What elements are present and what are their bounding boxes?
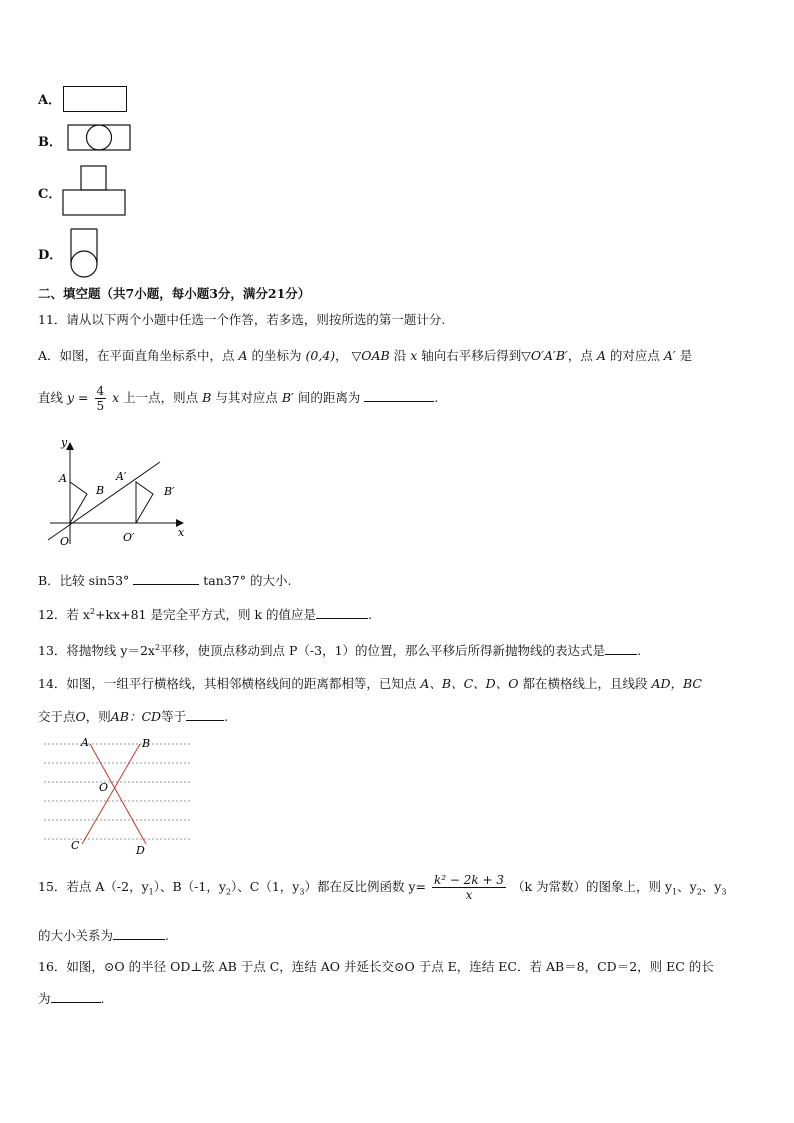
q16-line2: 为 . <box>38 991 105 1006</box>
q13: 13．将抛物线 $y=2x^2$平移，使顶点移动到点 P（-3，1）的位置，那么平移后所得新抛物线的表达式是 . <box>38 643 642 659</box>
label-a: A <box>81 736 89 749</box>
q11-coordinate-figure <box>40 432 200 552</box>
section-2-title: 二、填空题（共7小题，每小题3分，满分21分） <box>38 286 311 301</box>
option-d-figure <box>69 227 101 279</box>
answer-blank[interactable] <box>186 708 224 721</box>
answer-blank[interactable] <box>51 990 101 1003</box>
label-d: D <box>136 844 145 857</box>
segment-bc <box>82 744 140 844</box>
label-c: C <box>71 839 80 852</box>
answer-blank[interactable] <box>316 606 368 619</box>
label-b: B <box>142 737 151 750</box>
option-d-label: D． <box>38 248 63 263</box>
answer-blank[interactable] <box>364 389 434 402</box>
q15-line2: 的大小关系为 . <box>38 928 169 943</box>
q12: 12．若 $x^2+kx+81$ 是完全平方式，则 k 的值应是 . <box>38 607 372 623</box>
q11-intro: 11．请从以下两个小题中任选一个作答，若多选，则按所选的第一题计分. <box>38 312 446 327</box>
fraction-4-5: $\frac{4}{5}$ <box>96 384 105 413</box>
q16-line1: 16．如图，⊙O 的半径 OD⊥弦 AB 于点 C，连结 AO 并延长交⊙O 于点 E，连结 EC．若 AB＝8，CD＝2，则 EC 的长 <box>38 959 714 974</box>
label-o: O <box>99 781 109 794</box>
answer-blank[interactable] <box>133 572 199 585</box>
answer-blank[interactable] <box>113 927 165 940</box>
fraction-k: $\frac{\text{k² − 2k + 3}}{x}$ <box>433 873 504 902</box>
q14-parallel-lines-figure <box>38 734 198 858</box>
option-a-figure <box>63 86 127 112</box>
label-b1: B′ <box>164 485 175 498</box>
triangle-oab <box>70 482 87 523</box>
q14-line2: 交于点O，则AB：CD等于 . <box>38 709 229 724</box>
q11-a-line2: 直线 y = $\frac{4}{5}$ x 上一点，则点 B 与其对应点 B′ 间的距离为 . <box>38 384 439 413</box>
q14-line1: 14．如图，一组平行横格线，其相邻横格线间的距离都相等，已知点 A、B、C、D、O 都在横格线上，且线段 AD，BC <box>38 676 702 691</box>
option-b-label: B． <box>38 135 62 150</box>
q15-line1: 15．若点 A（-2，$y_1$）、B（-1，$y_2$）、C（1，$y_3$）都在反比例函数 y= $\frac{\text{k² − 2k + 3}}{x}$ （k 为常数）的图象上，则 $y_1$、$y_2$、$y_3$ <box>38 873 727 902</box>
answer-blank[interactable] <box>605 642 637 655</box>
label-o1: O′ <box>123 531 135 544</box>
option-b-figure <box>67 124 133 152</box>
option-c-label: C． <box>38 187 62 202</box>
label-b: B <box>96 484 105 497</box>
q11-a-line1: A．如图，在平面直角坐标系中，点 A 的坐标为 (0,4)， ▽OAB 沿 x 轴向右平移后得到▽O′A′B′，点 A 的对应点 A′ 是 <box>38 348 693 363</box>
label-a1: A′ <box>116 470 127 483</box>
option-c-figure <box>62 165 128 217</box>
segment-ad <box>90 744 146 844</box>
label-y: y <box>61 436 68 449</box>
label-x: x <box>178 526 185 539</box>
triangle-o1a1b1 <box>136 482 153 523</box>
q11-b-line: B．比较 sin53° tan37° 的大小. <box>38 573 292 588</box>
label-a: A <box>59 472 67 485</box>
label-o: O <box>60 535 70 548</box>
option-a-label: A． <box>38 93 62 108</box>
